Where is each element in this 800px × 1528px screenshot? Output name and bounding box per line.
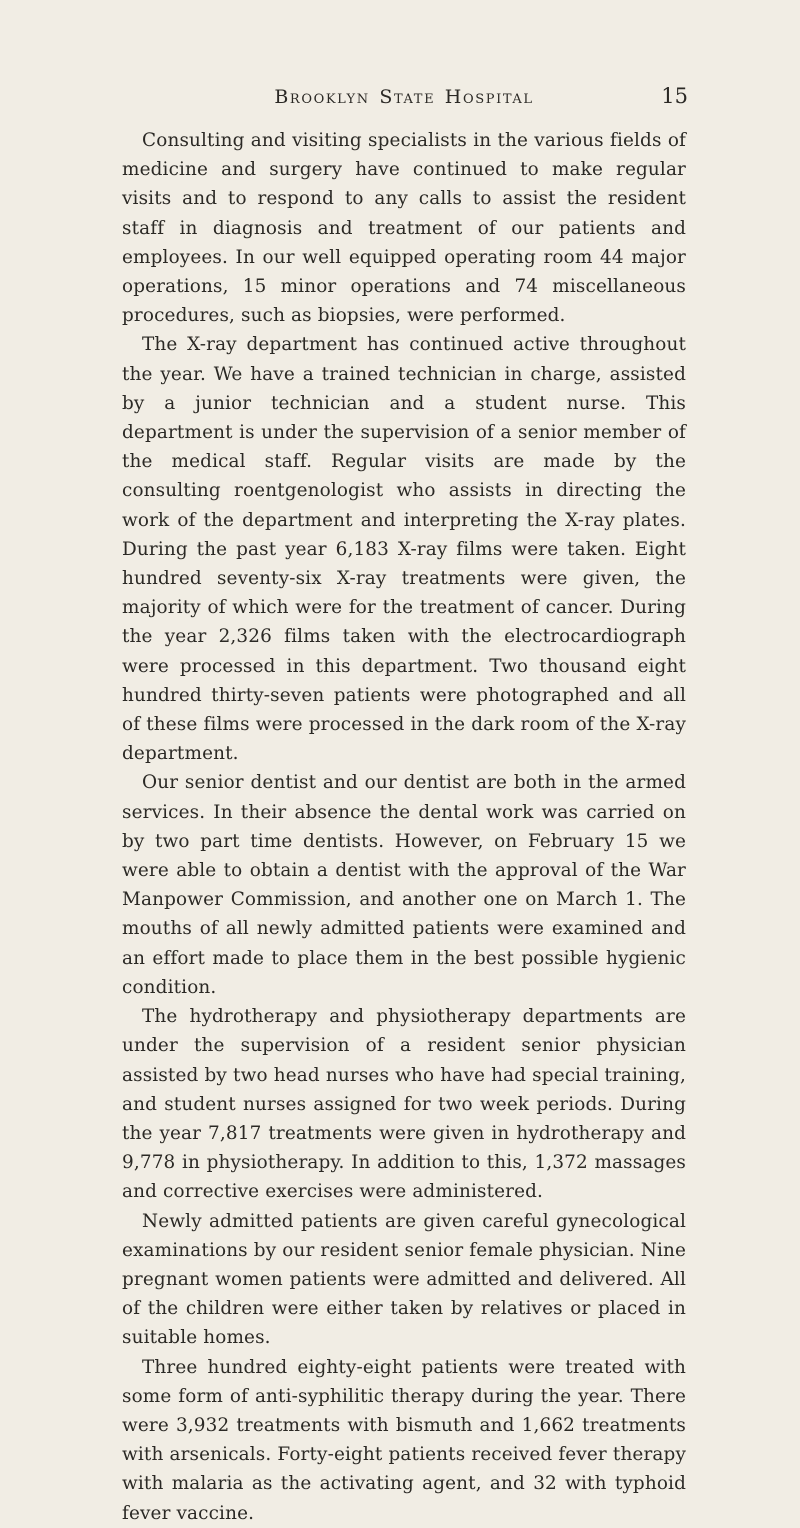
paragraph-gynecological: Newly admitted patients are given careful gynecological examinations by our resident senior female physician. Nine pregnant women patients were admitted and delivered. All of the children were either taken by relatives or placed in suitable homes.	[122, 1210, 686, 1349]
page-number: 15	[661, 84, 688, 108]
running-title: Brooklyn State Hospital	[274, 86, 534, 108]
paragraph-anti-syphilitic: Three hundred eighty-eight patients were treated with some form of anti-syphilitic therapy during the year. There were 3,932 treatments with bismuth and 1,662 treatments with arsenicals. Forty-eight patients received fever therapy with malaria as the activating agent, and 32 with typhoid fever vaccine.	[122, 1356, 686, 1524]
paragraph-dental: Our senior dentist and our dentist are both in the armed services. In their absence the dental work was carried on by two part time dentists. However, on February 15 we were able to obtain a dentist with the approval of the War Manpower Commission, and another one on March 1. The mouths of all newly admitted patients were examined and an effort made to place them in the best possible hygienic condition.	[122, 772, 686, 998]
paragraph-xray-department: The X-ray department has continued active throughout the year. We have a trained technician in charge, assisted by a junior technician and a student nurse. This department is under the supervision of a senior member of the medical staff. Regular visits are made by the consulting roentgenologist who assists in directing the work of the department and interpreting the X-ray plates. During the past year 6,183 X-ray films were taken. Eight hundred seventy-six X-ray treatments were given, the majority of which were for the treatment of cancer. During the year 2,326 films taken with the electrocardiograph were processed in this department. Two thousand eight hundred thirty-seven patients were photographed and all of these films were processed in the dark room of the X-ray department.	[122, 334, 686, 765]
body-text	[122, 126, 686, 1528]
paragraph-hydrotherapy: The hydrotherapy and physiotherapy departments are under the supervision of a resident senior physician assisted by two head nurses who have had special training, and student nurses assigned for two week periods. During the year 7,817 treatments were given in hydrotherapy and 9,778 in physiotherapy. In addition to this, 1,372 massages and corrective exercises were administered.	[122, 1006, 686, 1203]
paragraph-specialists: Consulting and visiting specialists in the various fields of medicine and surgery have continued to make regular visits and to respond to any calls to assist the resident staff in diagnosis and treatment of our patients and employees. In our well equipped operating room 44 major operations, 15 minor operations and 74 miscellaneous procedures, such as biopsies, were performed.	[122, 130, 686, 327]
running-header	[120, 82, 688, 116]
